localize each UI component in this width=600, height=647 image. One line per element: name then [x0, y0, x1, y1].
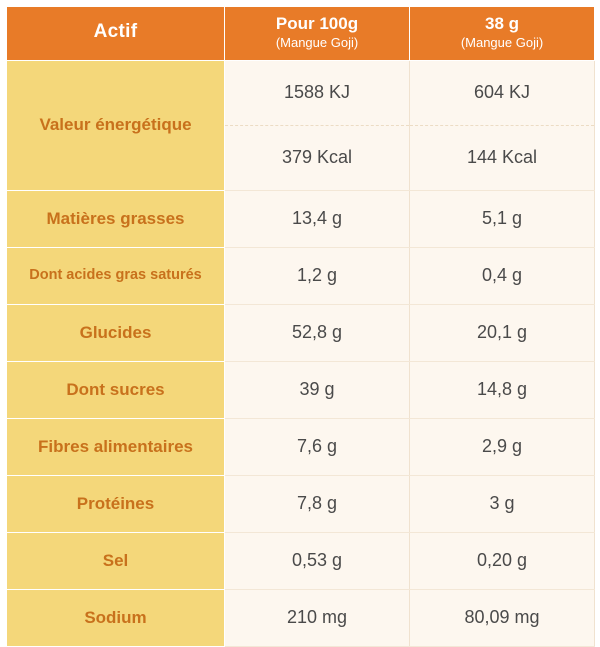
- column-header-actif: Actif: [7, 7, 225, 61]
- cell-dont-sucres-per-38g: 14,8 g: [410, 361, 595, 418]
- row-label-acides-gras-satures: Dont acides gras saturés: [7, 247, 225, 304]
- cell-sodium-per-100g: 210 mg: [225, 589, 410, 646]
- cell-matieres-grasses-per-100g: 13,4 g: [225, 190, 410, 247]
- column-header-per-38g: [410, 7, 595, 61]
- cell-proteines-per-38g: 3 g: [410, 475, 595, 532]
- table-body: [7, 60, 595, 646]
- cell-valeur-energetique-per-100g-kcal: 379 Kcal: [225, 125, 410, 190]
- table-row: [7, 190, 595, 247]
- table-row: [7, 532, 595, 589]
- cell-valeur-energetique-per-100g-kj: 1588 KJ: [225, 60, 410, 125]
- nutrition-facts-table: [6, 6, 595, 647]
- cell-sel-per-38g: 0,20 g: [410, 532, 595, 589]
- row-label-matieres-grasses: Matières grasses: [7, 190, 225, 247]
- cell-fibres-alimentaires-per-38g: 2,9 g: [410, 418, 595, 475]
- row-label-sodium: Sodium: [7, 589, 225, 646]
- cell-glucides-per-100g: 52,8 g: [225, 304, 410, 361]
- table-row: [7, 247, 595, 304]
- column-header-per-38g-sub: (Mangue Goji): [460, 34, 544, 50]
- table-row: [7, 475, 595, 532]
- cell-acides-gras-satures-per-38g: 0,4 g: [410, 247, 595, 304]
- cell-fibres-alimentaires-per-100g: 7,6 g: [225, 418, 410, 475]
- table-row: [7, 589, 595, 646]
- column-header-per-38g-label: 38 g: [484, 14, 520, 33]
- row-label-proteines: Protéines: [7, 475, 225, 532]
- cell-sel-per-100g: 0,53 g: [225, 532, 410, 589]
- column-header-per-100g: [225, 7, 410, 61]
- header-row: [7, 7, 595, 61]
- cell-valeur-energetique-per-38g-kj: 604 KJ: [410, 60, 595, 125]
- column-header-per-100g-label: Pour 100g: [275, 14, 359, 33]
- row-label-sel: Sel: [7, 532, 225, 589]
- cell-sodium-per-38g: 80,09 mg: [410, 589, 595, 646]
- cell-glucides-per-38g: 20,1 g: [410, 304, 595, 361]
- table-row: [7, 60, 595, 125]
- table-header: [7, 7, 595, 61]
- cell-dont-sucres-per-100g: 39 g: [225, 361, 410, 418]
- cell-matieres-grasses-per-38g: 5,1 g: [410, 190, 595, 247]
- table-row: [7, 418, 595, 475]
- row-label-dont-sucres: Dont sucres: [7, 361, 225, 418]
- table-row: [7, 361, 595, 418]
- cell-proteines-per-100g: 7,8 g: [225, 475, 410, 532]
- column-header-per-100g-sub: (Mangue Goji): [275, 34, 359, 50]
- row-label-glucides: Glucides: [7, 304, 225, 361]
- cell-acides-gras-satures-per-100g: 1,2 g: [225, 247, 410, 304]
- cell-valeur-energetique-per-38g-kcal: 144 Kcal: [410, 125, 595, 190]
- row-label-fibres-alimentaires: Fibres alimentaires: [7, 418, 225, 475]
- table-row: [7, 304, 595, 361]
- row-label-valeur-energetique: Valeur énergétique: [7, 60, 225, 190]
